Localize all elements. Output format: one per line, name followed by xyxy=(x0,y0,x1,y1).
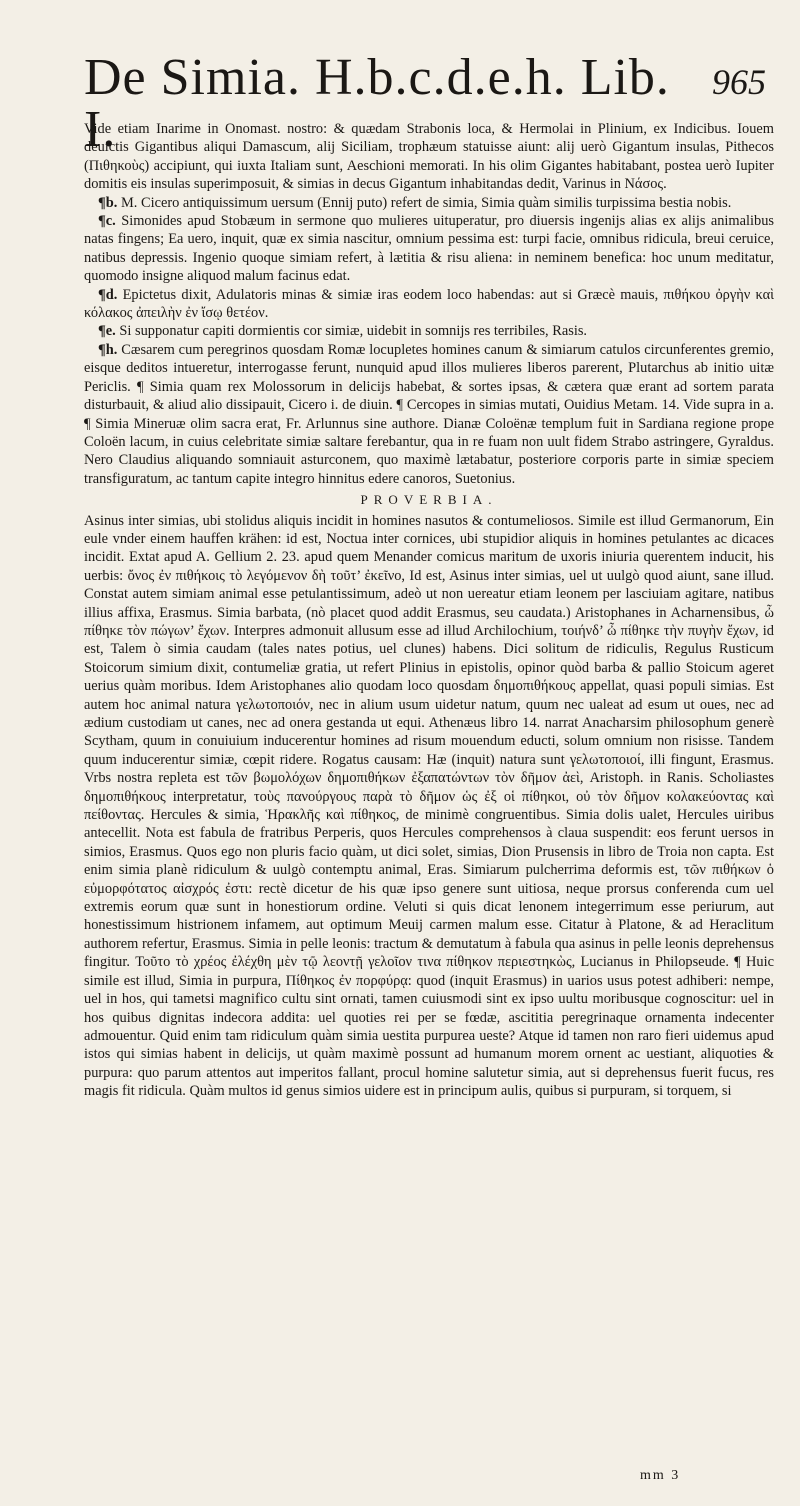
section-mark: ¶b. xyxy=(98,194,118,211)
signature-mark: mm 3 xyxy=(640,1468,681,1483)
paragraph-text: M. Cicero antiquissimum uersum (Ennij puto) refert de simia, Simia quàm similis turpissima bestia nobis. xyxy=(120,194,732,211)
running-title: De Simia. H.b.c.d.e.h. Lib. I. xyxy=(84,49,670,158)
paragraph-text: Epictetus dixit, Adulatoris minas & simiæ iras eodem loco habendas: aut si Græcè mauis, πιθήκου ὀργὴν καὶ κόλακος ἀπειλὴν ἐν ἴσῳ θετέον. xyxy=(84,286,774,322)
section-mark: ¶d. xyxy=(98,286,118,303)
paragraph-text: Asinus inter simias, ubi stolidus aliquis incidit in homines nasutos & contumeliosos. Simile est illud Germanorum, Ein eule vnder einem hauffen krähen: id est, Noctua inter cornices, ubi stupidior aliquis in homines petulantes ac dicaces incidit. Extat apud A. Gellium 2. 23. apud quem Menander comicus maritum de uxoris iniuria querentem inducit, his uerbis: ὄνος ἐν πιθήκοις τὸ λεγόμενον δὴ τοῦτ’ ἐκεῖνο, Id est, Asinus inter simias, uel ut uulgò quod aiunt, sane illud. Constat autem simiam animal esse petulantissimum, adeò ut non uereatur etiam leonem per lasciuiam agitare, natibus illius affixa, Erasmus. Simia barbata, (nò placet quod addit Erasmus, seu caudata.) Aristophanes in Acharnensibus, ὦ πίθηκε τὸν πώγων’ ἔχων. Interpres admonuit allusum esse ad illud Archilochium, τοιήνδ’ ὦ πίθηκε τὴν πυγὴν ἔχων, id est, Talem ò simia caudam (tales nates potius, uel clunes) habens. Dici solitum de ridiculis, Regulus Rusticum Stoicorum simium dixit, contumeliæ gratia, ut refert Plinius in epistolis, opinor quòd barba & pallio Stoicum ageret uerius quàm moribus. Idem Aristophanes alio quodam loco quosdam δημοπιθήκους appellat, quasi populi simias. Est autem hoc animal natura γελωτοποιόν, nec in alium usum uidetur natum, quum nec ualeat ad esum ut oues, nec ad ædium custodiam ut canes, nec ad onera gestanda ut equi. Athenæus libro 14. narrat Anacharsim philosophum generè Scytham, quum in conuiuium inducerentur homines ad risum mouendum educti, solum omnium non risisse. Tandem quum inducerentur simiæ, cœpit ridere. Rogatus causam: Hæ (inquit) natura sunt γελωτοποιοί, illi fingunt, Erasmus. Vrbs nostra repleta est τῶν βωμολόχων δημοπιθήκων ἐξαπατώντων τὸν δῆμον ἀεὶ, Aristoph. in Ranis. Scholiastes δημοπιθήκους interpretatur, τοὺς πανούργους παρὰ τὸ δῆμον ὡς ἐξ οἱ πίθηκοι, οὐ τὸν δῆμον κολακεύοντας καὶ πείθοντας. Hercules & simia, Ἡρακλῆς καὶ πίθηκος, de minimè congruentibus. Simia dolis ualet, Hercules uiribus antecellit. Nota est fabula de fratribus Perperis, quos Hercules comprehensos à claua suspendit: eos ferunt uersos in simios, Erasmus. Quos ego non pluris facio quàm, ut dici solet, simias, Dion Prusensis in libro de Troia non capta. Est enim simia planè ridiculum & uulgò contemptu animal, Eras. Simiarum pulcherrima deformis est, τῶν πιθήκων ὁ εὐμορφότατος αἰσχρός ἐστι: rectè dicetur de his quæ ipso genere sunt uitiosa, neque prorsus conferenda cum uel extremis eorum quæ sunt in honestiorum ordine. Veluti si quis dicat lenonem integerrimum esse periurum, aut honestissimum histrionem infamem, aut optimum Meuij carmen malum esse. Citatur à Platone, & ad Heraclitum authorem refertur, Erasmus. Simia in pelle leonis: tractum & demutatum à fabula qua asinus in pelle leonis deprehensus fingitur. Τοῦτο τὸ χρέος ἐλέχθη μὲν τῷ λεοντῇ γελοῖον τινα πίθηκον περιεστηκὼς, Lucianus in Philopseude. ¶ Huic simile est illud, Simia in purpura, Πίθηκος ἐν πορφύρᾳ: quod (inquit Erasmus) in uarios usus potest adhiberi: nempe, uel in hos, qui tametsi magnifico cultu sint ornati, tamen cuiusmodi sint ex ipso uultu moribusque cognoscitur: uel in hos quibus dignitas indecora addita: uel quoties rei per se fœdæ, ascititia peregrinaque ornamenta indecenter admouentur. Quid enim tam ridiculum quàm simia uestita purpurea ueste? Atque id tamen non raro fieri uidemus apud istos qui simias habent in delicijs, ut quàm maximè possunt ad humanum morem ornent ac uestiant, aliquoties & purpura: quo parum attentos aut imperitos fallant, procul homine salutetur simia, aut si deprehensus fuerit fucus, res magis fit ridicula. Quàm multos id genus simios uidere est in principum aulis, quibus si purpuram, si torquem, si xyxy=(84,512,774,1100)
paragraph xyxy=(84,322,774,340)
page-number: 965 xyxy=(712,62,766,102)
paragraph xyxy=(84,120,774,194)
paragraph-text: Cæsarem cum peregrinos quosdam Romæ locupletes homines canum & simiarum catulos circunferentes gremio, eisque deditos intueretur, interrogasse ferunt, nunquid apud illos mulieres liberos parerent, Plutarchus ab initio uitæ Periclis. ¶ Simia quam rex Molossorum in delicijs habebat, & sortes ipsas, & cætera quæ erant ad sortem parata disturbauit, & aliud alio dissipauit, Cicero i. de diuin. ¶ Cercopes in simias mutati, Ouidius Metam. 14. Vide supra in a. ¶ Simia Mineruæ olim sacra erat, Fr. Arlunnus sine authore. Dianæ Coloënæ templum fuit in Sardiana regione prope Coloën lacum, in cuius celebritate simiæ saltare ferebantur, qua in re fuam non uult fidem Strabo astringere, Gyraldus. Nero Claudius aliquando somniauit asturconem, quo maximè lætabatur, posteriore corporis parte in simiæ speciem transfiguratum, ac tantum capite integro hinnitus edere canoros, Suetonius. xyxy=(84,341,774,487)
proverbia-heading: PROVERBIA. xyxy=(360,492,498,508)
paragraph-text: Simonides apud Stobæum in sermone quo mulieres uituperatur, pro diuersis ingenijs alias ex alijs animalibus natas fingens; Ea uero, inquit, quæ ex simia nascitur, omnium pessima est: turpi facie, omnibus ridicula, breui ceruice, natibus depressis. Ingenio quoque simiam refert, à lætitia & risu aliena: in neminem benefica: hoc unum meditatur, quomodo insigne aliquod malum facinus edat. xyxy=(84,213,774,285)
section-mark: ¶c. xyxy=(98,213,116,230)
paragraph xyxy=(84,341,774,488)
paragraph-text: Vide etiam Inarime in Onomast. nostro: & quædam Strabonis loca, & Hermolai in Plinium, ex Indicibus. Iouem deuictis Gigantibus aliqui Damascum, alij Siciliam, trophæum statuisse aiunt: alij uerò Gigantum insulas, Pithecos (Πιθηκοὺς) accipiunt, qui iuxta Italiam sunt, Aeschioni memorati. In his olim Gigantes habitabant, postea uerò Iupiter domitis eis insulas superimposuit, & simias in decus Gigantum inhabitandas dedit, Varinus in Νάσος. xyxy=(84,121,774,193)
paragraph xyxy=(84,194,774,212)
proverbia-paragraph xyxy=(84,512,774,1101)
body-text xyxy=(84,120,774,1101)
paragraph xyxy=(84,286,774,323)
section-mark: ¶h. xyxy=(98,341,118,358)
paragraph-text: Si supponatur capiti dormientis cor simiæ, uidebit in somnijs res terribiles, Rasis. xyxy=(119,323,588,340)
paragraph xyxy=(84,212,774,286)
section-mark: ¶e. xyxy=(98,323,116,340)
